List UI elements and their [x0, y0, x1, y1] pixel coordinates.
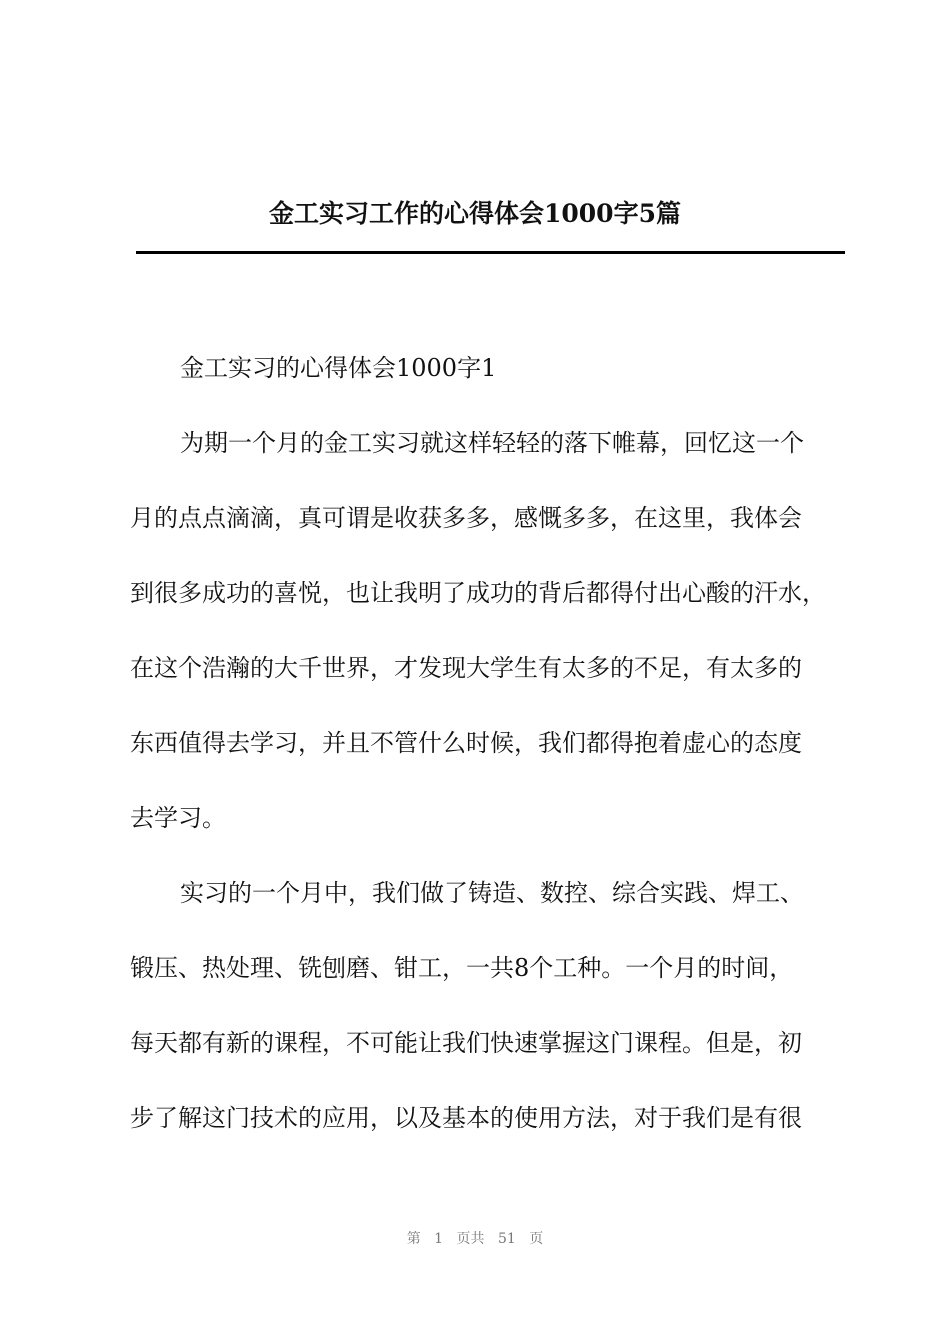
paragraph-line-8: 锻压、热处理、铣刨磨、钳工，一共8个工种。一个月的时间，: [130, 954, 794, 982]
paragraph-line-2: 月的点点滴滴，真可谓是收获多多，感慨多多，在这里，我体会: [130, 504, 802, 532]
paragraph-line-9: 每天都有新的课程，不可能让我们快速掌握这门课程。但是，初: [130, 1029, 802, 1057]
paragraph-line-6: 去学习。: [130, 804, 226, 832]
paragraph-line-10: 步了解这门技术的应用，以及基本的使用方法，对于我们是有很: [130, 1104, 802, 1132]
page-number-footer: 第 1 页共 51 页: [406, 1231, 544, 1247]
paragraph-line-4: 在这个浩瀚的大千世界，才发现大学生有太多的不足，有太多的: [130, 654, 802, 682]
paragraph-line-1: 为期一个月的金工实习就这样轻轻的落下帷幕，回忆这一个: [180, 429, 804, 457]
paragraph-line-7: 实习的一个月中，我们做了铸造、数控、综合实践、焊工、: [180, 879, 804, 907]
document-title: 金工实习工作的心得体会1000字5篇: [269, 199, 681, 228]
paragraph-line-5: 东西值得去学习，并且不管什么时候，我们都得抱着虚心的态度: [130, 729, 802, 757]
title-underline: [136, 251, 845, 254]
section-heading: 金工实习的心得体会1000字1: [180, 354, 497, 382]
paragraph-line-3: 到很多成功的喜悦，也让我明了成功的背后都得付出心酸的汗水，: [130, 579, 826, 607]
